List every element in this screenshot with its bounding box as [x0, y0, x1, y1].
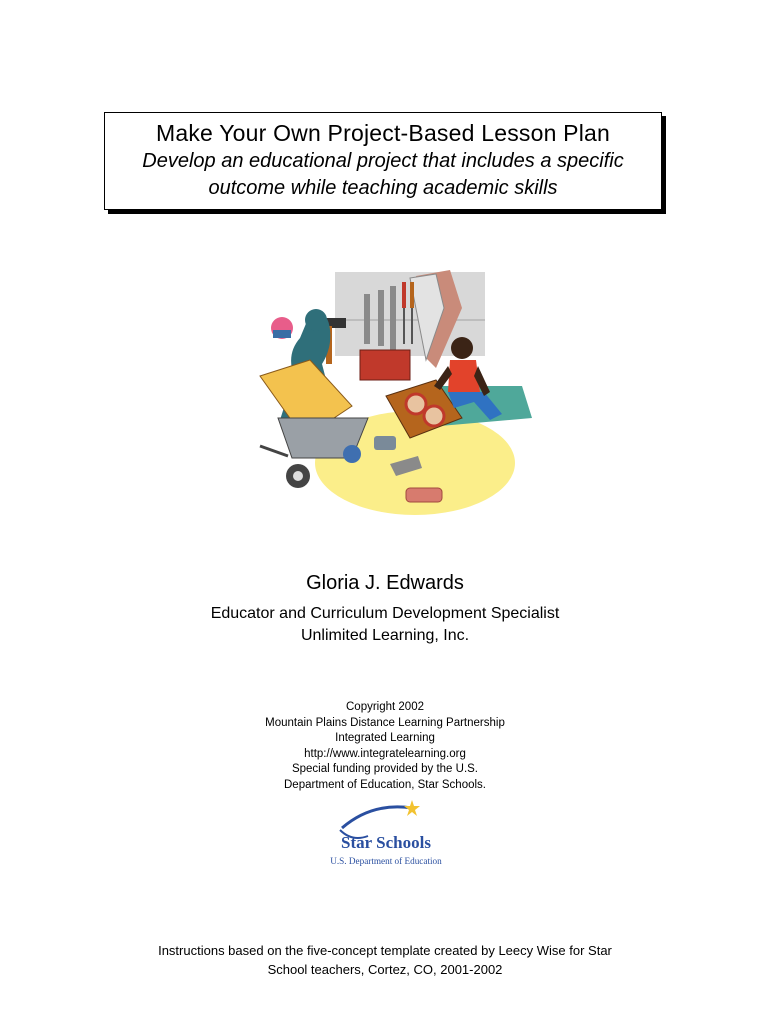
title-box — [104, 112, 662, 210]
author-organization: Unlimited Learning, Inc. — [300, 627, 470, 644]
document-subtitle — [105, 148, 661, 202]
copyright-line: Integrated Learning — [335, 732, 435, 744]
copyright-block — [0, 700, 770, 793]
logo-subtitle: U.S. Department of Education — [330, 856, 442, 866]
subtitle-line-2: outcome while teaching academic skills — [208, 177, 558, 199]
author-block — [0, 572, 770, 647]
logo-title: Star Schools — [341, 833, 431, 852]
footer-line-1: Instructions based on the five-concept template created by Leecy Wise for Star — [158, 943, 612, 958]
star-schools-logo — [328, 798, 444, 872]
footer-note — [0, 941, 770, 979]
footer-line-2: School teachers, Cortez, CO, 2001-2002 — [267, 962, 503, 977]
author-name: Gloria J. Edwards — [306, 572, 464, 594]
tools-clipart-illustration — [240, 268, 532, 520]
copyright-line: Mountain Plains Distance Learning Partnership — [265, 716, 505, 729]
author-title: Educator and Curriculum Development Specialist — [210, 605, 560, 622]
document-title: Make Your Own Project-Based Lesson Plan — [156, 120, 610, 146]
subtitle-line-1: Develop an educational project that includes a specific — [142, 150, 624, 172]
copyright-line: Copyright 2002 — [346, 701, 424, 713]
copyright-link[interactable]: http://www.integratelearning.org — [304, 747, 466, 760]
copyright-line: Special funding provided by the U.S. — [291, 763, 479, 775]
copyright-line: Department of Education, Star Schools. — [284, 778, 486, 791]
